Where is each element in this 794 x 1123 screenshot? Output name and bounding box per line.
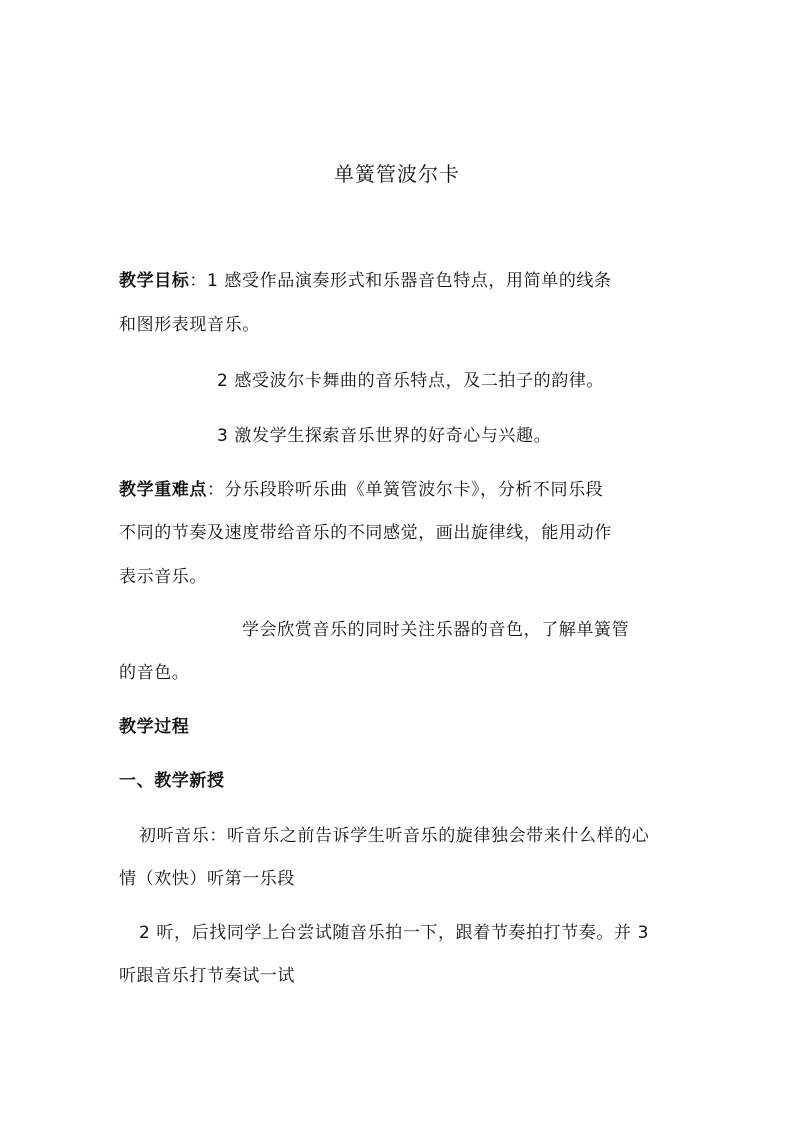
keypoints-line-2: 不同的节奏及速度带给音乐的不同感觉，画出旋律线，能用动作 [119,523,612,543]
paragraph-1-line-2: 情（欢快）听第一乐段 [119,869,295,889]
keypoints-separator: ： [207,480,225,500]
goals-item-2: 2 感受波尔卡舞曲的音乐特点，及二拍子的韵律。 [217,371,605,391]
keypoints-text-1: 分乐段聆听乐曲《单簧管波尔卡》，分析不同乐段 [224,480,604,500]
keypoints-label: 教学重难点 [119,480,207,500]
goals-line-1 [119,268,679,294]
keypoints-line-5: 的音色。 [119,663,190,683]
goals-item-1-continued: 和图形表现音乐。 [119,315,260,335]
section-heading-1: 一、教学新授 [119,771,225,791]
document-title: 单簧管波尔卡 [334,162,460,186]
goals-item-3: 3 激发学生探索音乐世界的好奇心与兴趣。 [217,426,552,446]
keypoints-line-1 [119,477,679,503]
paragraph-2-line-2: 听跟音乐打节奏试一试 [119,966,295,986]
keypoints-line-4: 学会欣赏音乐的同时关注乐器的音色，了解单簧管 [242,620,630,640]
goals-separator: ： [189,271,208,291]
paragraph-2-line-1: 2 听，后找同学上台尝试随音乐拍一下，跟着节奏拍打节奏。并 3 [139,923,650,943]
goals-item-1: 1 感受作品演奏形式和乐器音色特点，用简单的线条 [207,271,612,291]
keypoints-line-3: 表示音乐。 [119,567,207,587]
goals-label: 教学目标 [119,271,190,291]
paragraph-1-line-1: 初听音乐：听音乐之前告诉学生听音乐的旋律独会带来什么样的心 [139,826,650,846]
process-heading: 教学过程 [119,717,190,737]
